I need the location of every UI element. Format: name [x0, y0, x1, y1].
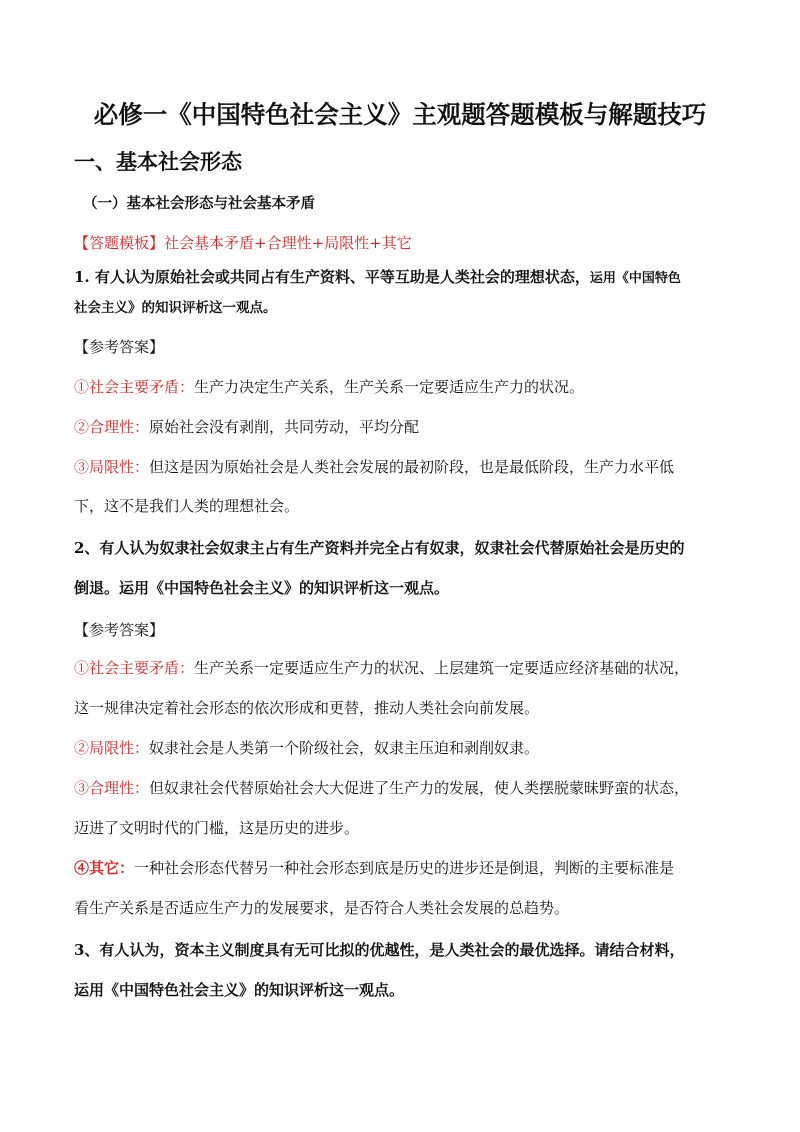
point-text: 奴隶社会是人类第一个阶级社会，奴隶主压迫和剥削奴隶。: [149, 739, 540, 757]
question-1-line-2: 社会主义》的知识评析这一观点。: [74, 300, 277, 316]
answer-2-point-2: [74, 737, 539, 758]
answer-header-2: 【参考答案】: [74, 621, 165, 639]
point-text: 生产关系一定要适应生产力的状况、上层建筑一定要适应经济基础的状况，: [194, 659, 690, 677]
point-label: ③局限性：: [74, 458, 150, 476]
answer-1-point-3-cont: 下，这不是我们人类的理想社会。: [74, 497, 300, 515]
question-1-line-1: [74, 266, 681, 287]
subsection-heading: （一）基本社会形态与社会基本矛盾: [83, 195, 315, 212]
answer-header-1: 【参考答案】: [74, 338, 165, 356]
point-text: 但奴隶社会代替原始社会大大促进了生产力的发展，使人类摆脱蒙昧野蛮的状态，: [149, 779, 690, 797]
point-label: ②局限性：: [74, 739, 150, 757]
answer-2-point-3: [74, 777, 689, 798]
point-label: ②合理性：: [74, 418, 150, 436]
answer-1-point-2: [74, 416, 419, 437]
point-label: ③合理性：: [74, 779, 150, 797]
question-2-line-1: 2、有人认为奴隶社会奴隶主占有生产资料并完全占有奴隶，奴隶社会代替原始社会是历史的: [74, 539, 685, 557]
question-3-line-2: 运用《中国特色社会主义》的知识评析这一观点。: [74, 981, 405, 999]
point-text: 生产力决定生产关系，生产关系一定要适应生产力的状况。: [194, 378, 585, 396]
point-label: ①社会主要矛盾：: [74, 659, 195, 677]
question-1-tail: 运用《中国特色: [589, 271, 681, 286]
answer-2-point-4-cont: 看生产关系是否适应生产力的发展要求，是否符合人类社会发展的总趋势。: [74, 899, 570, 917]
answer-2-point-4: [74, 857, 674, 878]
answer-1-point-1: [74, 376, 584, 397]
answer-2-point-1-cont: 这一规律决定着社会形态的依次形成和更替，推动人类社会向前发展。: [74, 699, 540, 717]
point-text: 一种社会形态代替另一种社会形态到底是历史的进步还是倒退，判断的主要标准是: [134, 859, 675, 877]
question-1-main: 1. 有人认为原始社会或共同占有生产资料、平等互助是人类社会的理想状态，: [74, 268, 590, 286]
point-label: ①社会主要矛盾：: [74, 378, 195, 396]
section-heading: 一、基本社会形态: [74, 150, 242, 174]
answer-2-point-1: [74, 657, 689, 678]
answer-2-point-3-cont: 迈进了文明时代的门槛，这是历史的进步。: [74, 819, 360, 837]
point-text: 但这是因为原始社会是人类社会发展的最初阶段，也是最低阶段，生产力水平低: [149, 458, 675, 476]
question-2-line-2: 倒退。运用《中国特色社会主义》的知识评析这一观点。: [74, 579, 450, 597]
page-title: 必修一《中国特色社会主义》主观题答题模板与解题技巧: [93, 100, 707, 129]
point-label: ④其它：: [74, 859, 135, 877]
answer-1-point-3: [74, 456, 674, 477]
question-3-line-1: 3、有人认为，资本主义制度具有无可比拟的优越性，是人类社会的最优选择。请结合材料，: [74, 941, 685, 959]
point-text: 原始社会没有剥削，共同劳动，平均分配: [149, 418, 420, 436]
answer-template: 【答题模板】社会基本矛盾+合理性+局限性+其它: [74, 234, 412, 252]
